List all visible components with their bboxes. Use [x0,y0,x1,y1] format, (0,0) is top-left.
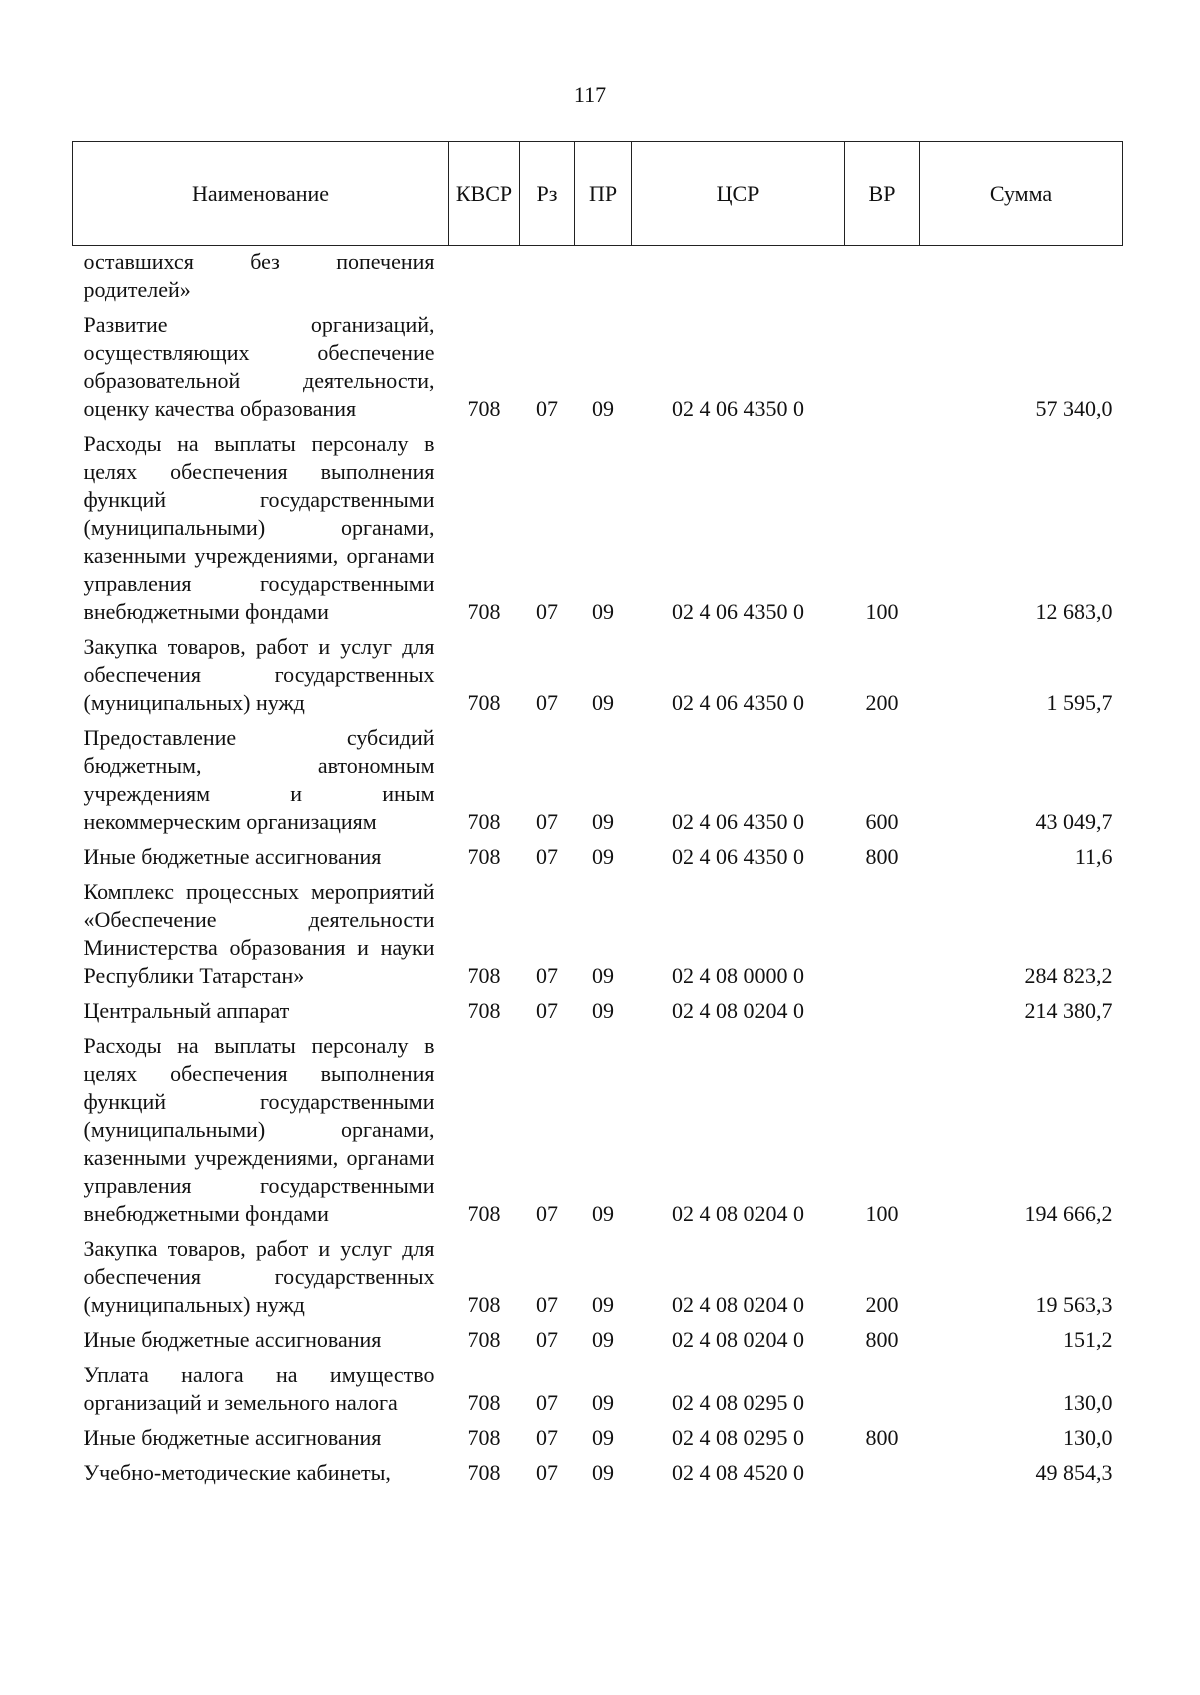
cell-pr: 09 [592,1425,614,1450]
cell-name: Развитие организаций, осуществляющих обеспечение образовательной деятельности, оценку качества образования [83,312,435,421]
cell-pr: 09 [592,998,614,1023]
cell-name: Иные бюджетные ассигнования [83,1327,382,1352]
cell-kvsr: 708 [467,1201,501,1226]
cell-csr: 02 4 08 0204 0 [672,998,804,1023]
cell-pr: 09 [592,963,614,988]
cell-csr: 02 4 06 4350 0 [672,809,804,834]
cell-rz [520,246,575,310]
cell-sum: 194 666,2 [1024,1201,1113,1226]
budget-table [72,141,1123,1492]
table-row [73,1030,1123,1233]
table-row [73,995,1123,1030]
cell-pr: 09 [592,396,614,421]
cell-csr: 02 4 08 0000 0 [672,963,804,988]
cell-pr [575,246,632,310]
cell-rz: 07 [536,396,558,421]
cell-sum: 214 380,7 [1024,998,1113,1023]
cell-sum: 11,6 [1074,844,1113,869]
table-row [73,246,1123,310]
table-row [73,1422,1123,1457]
cell-csr [632,246,845,310]
table-row [73,309,1123,428]
table-row [73,1233,1123,1324]
cell-name: Центральный аппарат [83,998,290,1023]
cell-rz: 07 [536,690,558,715]
cell-kvsr: 708 [467,599,501,624]
cell-sum: 130,0 [1063,1390,1113,1415]
cell-kvsr: 708 [467,844,501,869]
cell-pr: 09 [592,1327,614,1352]
cell-sum: 130,0 [1063,1425,1113,1450]
cell-csr: 02 4 06 4350 0 [672,844,804,869]
cell-rz: 07 [536,1201,558,1226]
cell-name: Предоставление субсидий бюджетным, автономным учреждениям и иным некоммерческим организациям [83,725,435,834]
cell-kvsr: 708 [467,963,501,988]
cell-sum: 12 683,0 [1035,599,1113,624]
cell-sum: 57 340,0 [1035,396,1113,421]
cell-sum: 284 823,2 [1024,963,1113,988]
cell-kvsr: 708 [467,1390,501,1415]
cell-vr [845,1359,920,1422]
header-kvsr: КВСР [449,142,520,246]
cell-name: Комплекс процессных мероприятий «Обеспечение деятельности Министерства образования и науки Республики Татарстан» [83,879,435,988]
cell-rz: 07 [536,809,558,834]
cell-vr: 100 [865,599,899,624]
cell-name: Иные бюджетные ассигнования [83,1425,382,1450]
table-row [73,876,1123,995]
cell-sum: 43 049,7 [1035,809,1113,834]
header-sum: Сумма [920,142,1123,246]
cell-csr: 02 4 06 4350 0 [672,690,804,715]
table-row [73,631,1123,722]
cell-csr: 02 4 08 0295 0 [672,1425,804,1450]
cell-rz: 07 [536,998,558,1023]
cell-vr: 800 [865,1327,899,1352]
cell-csr: 02 4 08 0204 0 [672,1292,804,1317]
header-vr: ВР [845,142,920,246]
cell-vr: 200 [865,690,899,715]
cell-rz: 07 [536,1390,558,1415]
cell-name: Уплата налога на имущество организаций и земельного налога [83,1362,435,1415]
cell-vr: 600 [865,809,899,834]
cell-csr: 02 4 08 0295 0 [672,1390,804,1415]
cell-csr: 02 4 08 0204 0 [672,1327,804,1352]
cell-vr: 800 [865,1425,899,1450]
table-row [73,1457,1123,1492]
cell-vr: 100 [865,1201,899,1226]
cell-rz: 07 [536,1327,558,1352]
cell-pr: 09 [592,1201,614,1226]
cell-name: Закупка товаров, работ и услуг для обеспечения государственных (муниципальных) нужд [83,1236,435,1317]
table-row [73,428,1123,631]
cell-vr [845,309,920,428]
table-body [73,246,1123,1493]
table-header [73,142,1123,246]
cell-sum: 49 854,3 [1035,1460,1113,1485]
cell-kvsr: 708 [467,1327,501,1352]
cell-vr: 800 [865,844,899,869]
cell-vr [845,246,920,310]
cell-name: Расходы на выплаты персоналу в целях обеспечения выполнения функций государственными (муниципальными) органами, казенными учреждениями, органами управления государственными внебюджетными фондами [83,431,435,624]
cell-rz: 07 [536,844,558,869]
cell-sum [920,246,1123,310]
cell-name: Закупка товаров, работ и услуг для обеспечения государственных (муниципальных) нужд [83,634,435,715]
cell-kvsr: 708 [467,809,501,834]
cell-kvsr: 708 [467,1425,501,1450]
cell-name: оставшихся без попечения родителей» [83,249,435,302]
cell-csr: 02 4 08 0204 0 [672,1201,804,1226]
cell-pr: 09 [592,1390,614,1415]
cell-csr: 02 4 06 4350 0 [672,396,804,421]
cell-kvsr [449,246,520,310]
cell-sum: 1 595,7 [1046,690,1113,715]
header-rz: Рз [520,142,575,246]
cell-rz: 07 [536,1460,558,1485]
header-name: Наименование [73,142,449,246]
cell-csr: 02 4 08 4520 0 [672,1460,804,1485]
cell-pr: 09 [592,690,614,715]
cell-vr: 200 [865,1292,899,1317]
cell-rz: 07 [536,963,558,988]
cell-pr: 09 [592,809,614,834]
cell-rz: 07 [536,1292,558,1317]
cell-kvsr: 708 [467,998,501,1023]
cell-pr: 09 [592,1292,614,1317]
cell-kvsr: 708 [467,396,501,421]
cell-pr: 09 [592,599,614,624]
cell-vr [845,876,920,995]
page-number: 117 [573,82,607,107]
table-row [73,722,1123,841]
cell-sum: 19 563,3 [1035,1292,1113,1317]
table-row [73,1324,1123,1359]
cell-rz: 07 [536,599,558,624]
header-csr: ЦСР [632,142,845,246]
cell-pr: 09 [592,844,614,869]
cell-kvsr: 708 [467,1292,501,1317]
table-row [73,841,1123,876]
cell-name: Учебно-методические кабинеты, [83,1460,391,1485]
header-pr: ПР [575,142,632,246]
cell-csr: 02 4 06 4350 0 [672,599,804,624]
cell-sum: 151,2 [1063,1327,1113,1352]
cell-name: Иные бюджетные ассигнования [83,844,382,869]
cell-vr [845,1457,920,1492]
cell-rz: 07 [536,1425,558,1450]
header-row [73,142,1123,246]
cell-name: Расходы на выплаты персоналу в целях обеспечения выполнения функций государственными (муниципальными) органами, казенными учреждениями, органами управления государственными внебюджетными фондами [83,1033,435,1226]
cell-pr: 09 [592,1460,614,1485]
cell-kvsr: 708 [467,1460,501,1485]
table-row [73,1359,1123,1422]
cell-vr [845,995,920,1030]
cell-kvsr: 708 [467,690,501,715]
